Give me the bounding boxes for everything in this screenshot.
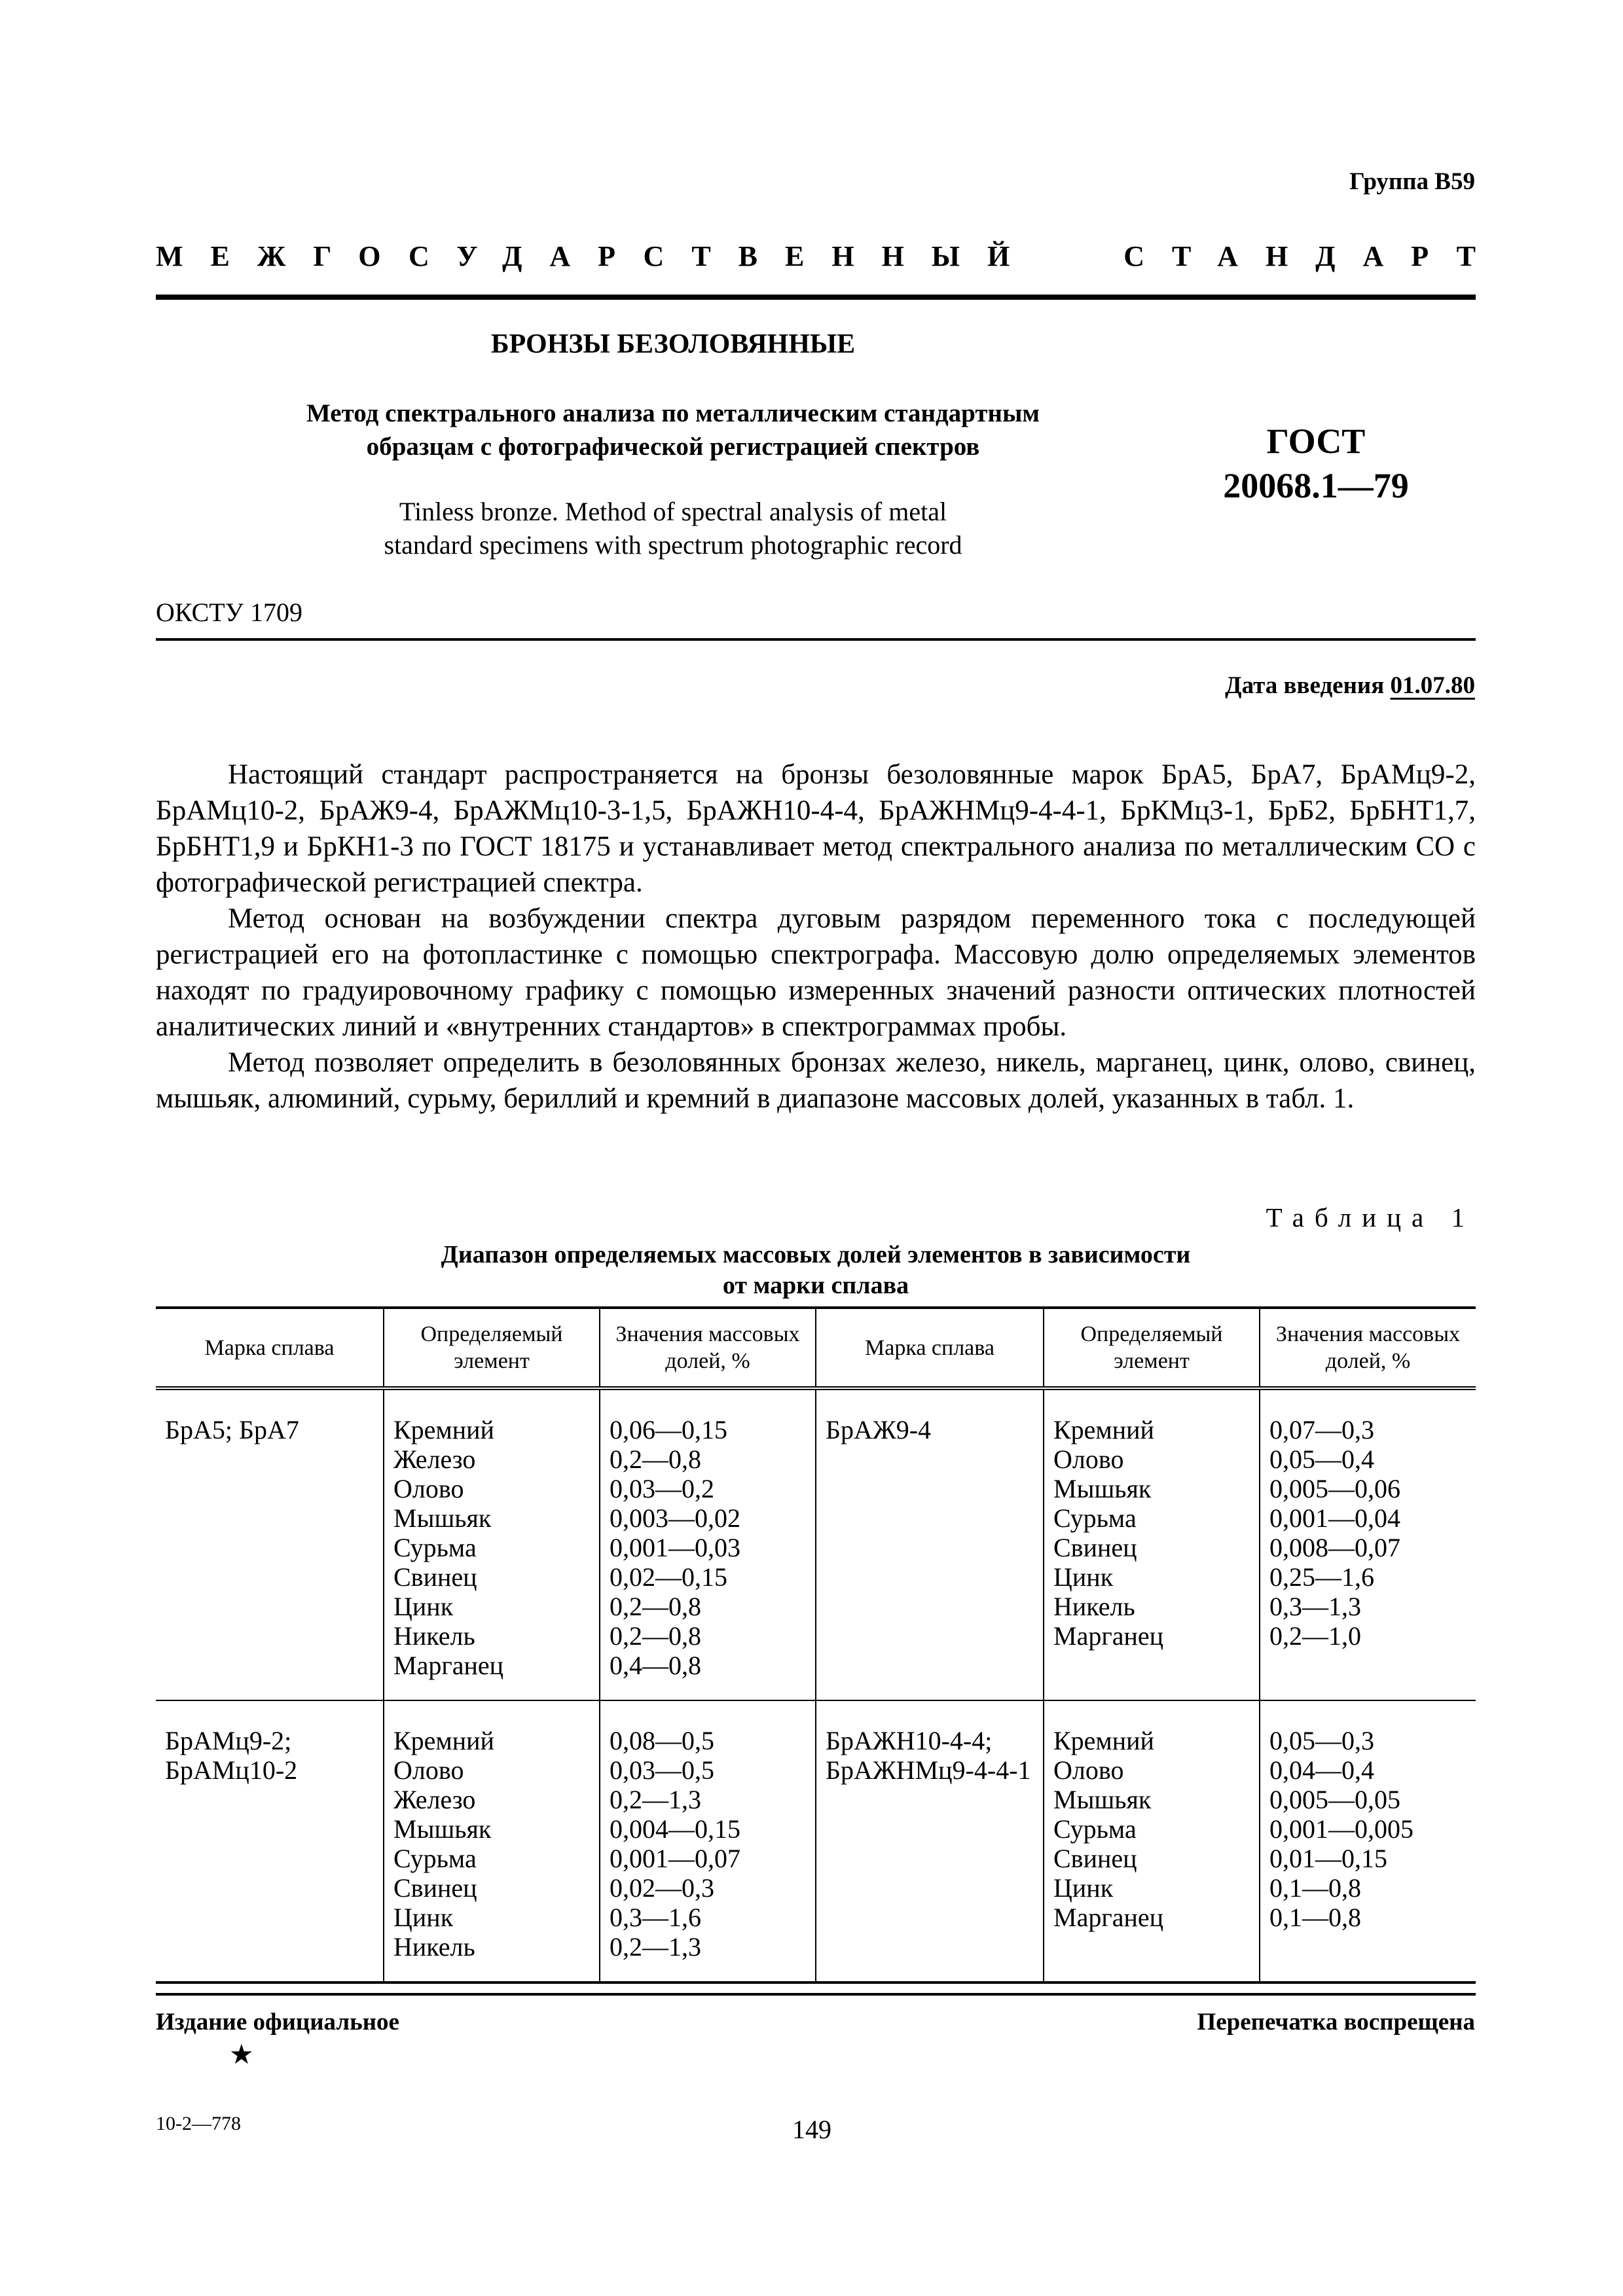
data-table [156, 1306, 1476, 1984]
value-range: 0,005—0,06 [1269, 1474, 1400, 1503]
header-element: Определяемый элемент [384, 1308, 600, 1388]
element-name: Цинк [1053, 1562, 1114, 1592]
element-name: Марганец [393, 1651, 504, 1680]
value-range: 0,001—0,03 [610, 1533, 740, 1562]
value-range: 0,04—0,4 [1269, 1755, 1374, 1785]
value-cell [1260, 1700, 1476, 1982]
value-range: 0,2—0,8 [610, 1444, 701, 1474]
standard-type-heading [156, 240, 1503, 273]
table-row [156, 1700, 1476, 1982]
value-range: 0,06—0,15 [610, 1415, 727, 1444]
header-element: Определяемый элемент [1044, 1308, 1260, 1388]
value-range: 0,05—0,3 [1269, 1726, 1374, 1755]
element-name: Кремний [393, 1726, 494, 1755]
document-title: БРОНЗЫ БЕЗОЛОВЯННЫЕ [490, 329, 856, 359]
subtitle-line: образцам с фотографической регистрацией спектров [366, 433, 980, 461]
element-name: Свинец [1053, 1844, 1137, 1873]
value-range: 0,03—0,5 [610, 1755, 714, 1785]
element-name: Олово [1053, 1444, 1124, 1474]
paragraph: Метод основан на возбуждении спектра дуговым разрядом переменного тока с последующей регистрацией его на фотопластинке с помощью спектрографа. Массовую долю определяемых элементов находят по градуировочному графику с помощью измеренных значений разности оптических плотностей аналитических линий и «внутренних стандартов» в спектрограммах пробы. [156, 903, 1476, 1042]
header-values: Значения массовых долей, % [1260, 1308, 1476, 1388]
edition-label: Издание официальное [156, 2009, 399, 2036]
element-name: Олово [393, 1755, 464, 1785]
value-cell [600, 1388, 816, 1700]
date-label: Дата введения [1225, 672, 1385, 699]
element-cell [384, 1700, 600, 1982]
table-caption [156, 1240, 1476, 1301]
element-name: Свинец [393, 1873, 477, 1903]
element-name: Мышьяк [393, 1503, 492, 1533]
value-range: 0,2—0,8 [610, 1592, 701, 1621]
value-range: 0,001—0,04 [1269, 1503, 1400, 1533]
gost-number [1178, 419, 1453, 508]
grade-cell: БрА5; БрА7 [156, 1388, 384, 1700]
paragraph: Метод позволяет определить в безоловянных бронзах железо, никель, марганец, цинк, олово, свинец, мышьяк, алюминий, сурьму, бериллий и кремний в диапазоне массовых долей, указанных в табл. 1. [156, 1047, 1476, 1114]
gost-label: ГОСТ [1266, 422, 1366, 461]
element-cell [1044, 1700, 1260, 1982]
reprint-notice: Перепечатка воспрещена [1197, 2009, 1475, 2036]
header-grade: Марка сплава [816, 1308, 1044, 1388]
element-name: Свинец [1053, 1533, 1137, 1562]
english-title-line: Tinless bronze. Method of spectral analysis of metal [399, 497, 947, 526]
value-range: 0,07—0,3 [1269, 1415, 1374, 1444]
element-name: Сурьма [1053, 1503, 1137, 1533]
element-name: Мышьяк [393, 1814, 492, 1844]
gost-code: 20068.1—79 [1223, 466, 1409, 505]
grade-cell: БрАМц9-2; БрАМц10-2 [156, 1700, 384, 1982]
value-cell [600, 1700, 816, 1982]
value-range: 0,2—1,0 [1269, 1621, 1361, 1651]
value-range: 0,1—0,8 [1269, 1873, 1361, 1903]
element-name: Свинец [393, 1562, 477, 1592]
value-range: 0,02—0,3 [610, 1873, 714, 1903]
value-range: 0,1—0,8 [1269, 1903, 1361, 1932]
value-range: 0,01—0,15 [1269, 1844, 1387, 1873]
element-name: Никель [393, 1621, 475, 1651]
header-grade: Марка сплава [156, 1308, 384, 1388]
english-title [156, 495, 1190, 562]
element-name: Сурьма [393, 1533, 477, 1562]
grade-cell: БрАЖ9-4 [816, 1388, 1044, 1700]
value-range: 0,001—0,005 [1269, 1814, 1413, 1844]
element-name: Марганец [1053, 1903, 1164, 1932]
value-range: 0,2—0,8 [610, 1621, 701, 1651]
element-name: Железо [393, 1785, 476, 1814]
value-range: 0,2—1,3 [610, 1785, 701, 1814]
value-range: 0,008—0,07 [1269, 1533, 1400, 1562]
standard-word: СТАНДАРТ [1123, 240, 1503, 272]
header-values: Значения массовых долей, % [600, 1308, 816, 1388]
footer-rule [156, 1993, 1476, 1996]
star-icon: ★ [229, 2040, 254, 2070]
header-rule [156, 295, 1476, 300]
table-header-row [156, 1308, 1476, 1388]
element-name: Цинк [1053, 1873, 1114, 1903]
element-name: Кремний [1053, 1726, 1154, 1755]
introduction-date [1225, 672, 1475, 700]
value-range: 0,4—0,8 [610, 1651, 701, 1680]
element-name: Олово [393, 1474, 464, 1503]
element-cell [384, 1388, 600, 1700]
element-name: Сурьма [1053, 1814, 1137, 1844]
value-range: 0,03—0,2 [610, 1474, 714, 1503]
element-name: Сурьма [393, 1844, 477, 1873]
caption-line: от марки сплава [722, 1272, 909, 1299]
value-range: 0,05—0,4 [1269, 1444, 1374, 1474]
okstu-code: ОКСТУ 1709 [156, 598, 303, 627]
value-range: 0,08—0,5 [610, 1726, 714, 1755]
caption-line: Диапазон определяемых массовых долей элементов в зависимости [441, 1241, 1191, 1268]
element-cell [1044, 1388, 1260, 1700]
element-name: Никель [393, 1932, 475, 1962]
document-subtitle [156, 397, 1190, 463]
table-label: Таблица 1 [1266, 1202, 1475, 1232]
page-number: 149 [792, 2115, 831, 2144]
element-name: Мышьяк [1053, 1785, 1152, 1814]
element-name: Цинк [393, 1592, 454, 1621]
element-name: Кремний [393, 1415, 494, 1444]
subtitle-line: Метод спектрального анализа по металлическим стандартным [306, 399, 1040, 427]
body-text [156, 757, 1476, 1117]
date-value: 01.07.80 [1390, 672, 1475, 699]
value-range: 0,3—1,3 [1269, 1592, 1361, 1621]
value-range: 0,003—0,02 [610, 1503, 740, 1533]
element-name: Олово [1053, 1755, 1124, 1785]
element-name: Железо [393, 1444, 476, 1474]
table-row [156, 1388, 1476, 1700]
value-range: 0,3—1,6 [610, 1903, 701, 1932]
english-title-line: standard specimens with spectrum photographic record [384, 530, 962, 560]
interstate-word: МЕЖГОСУДАРСТВЕННЫЙ [156, 240, 1038, 272]
value-range: 0,004—0,15 [610, 1814, 740, 1844]
element-name: Кремний [1053, 1415, 1154, 1444]
value-range: 0,001—0,07 [610, 1844, 740, 1873]
paragraph: Настоящий стандарт распространяется на бронзы безоловянные марок БрА5, БрА7, БрАМц9-2, БрАМц10-2, БрАЖ9-4, БрАЖМц10-3-1,5, БрАЖН10-4-4, БрАЖНМц9-4-4-1, БрКМц3-1, БрБ2, БрБНТ1,7, БрБНТ1,9 и БрКН1-3 по ГОСТ 18175 и устанавливает метод спектрального анализа по металлическим СО с фотографической регистрацией спектра. [156, 759, 1476, 898]
element-name: Цинк [393, 1903, 454, 1932]
element-name: Марганец [1053, 1621, 1164, 1651]
okstu-rule [156, 638, 1476, 641]
print-code: 10-2—778 [156, 2113, 241, 2134]
element-name: Мышьяк [1053, 1474, 1152, 1503]
value-range: 0,02—0,15 [610, 1562, 727, 1592]
grade-cell: БрАЖН10-4-4; БрАЖНМц9-4-4-1 [816, 1700, 1044, 1982]
element-name: Никель [1053, 1592, 1135, 1621]
value-cell [1260, 1388, 1476, 1700]
value-range: 0,2—1,3 [610, 1932, 701, 1962]
value-range: 0,005—0,05 [1269, 1785, 1400, 1814]
value-range: 0,25—1,6 [1269, 1562, 1374, 1592]
group-label: Группа В59 [1349, 168, 1475, 195]
